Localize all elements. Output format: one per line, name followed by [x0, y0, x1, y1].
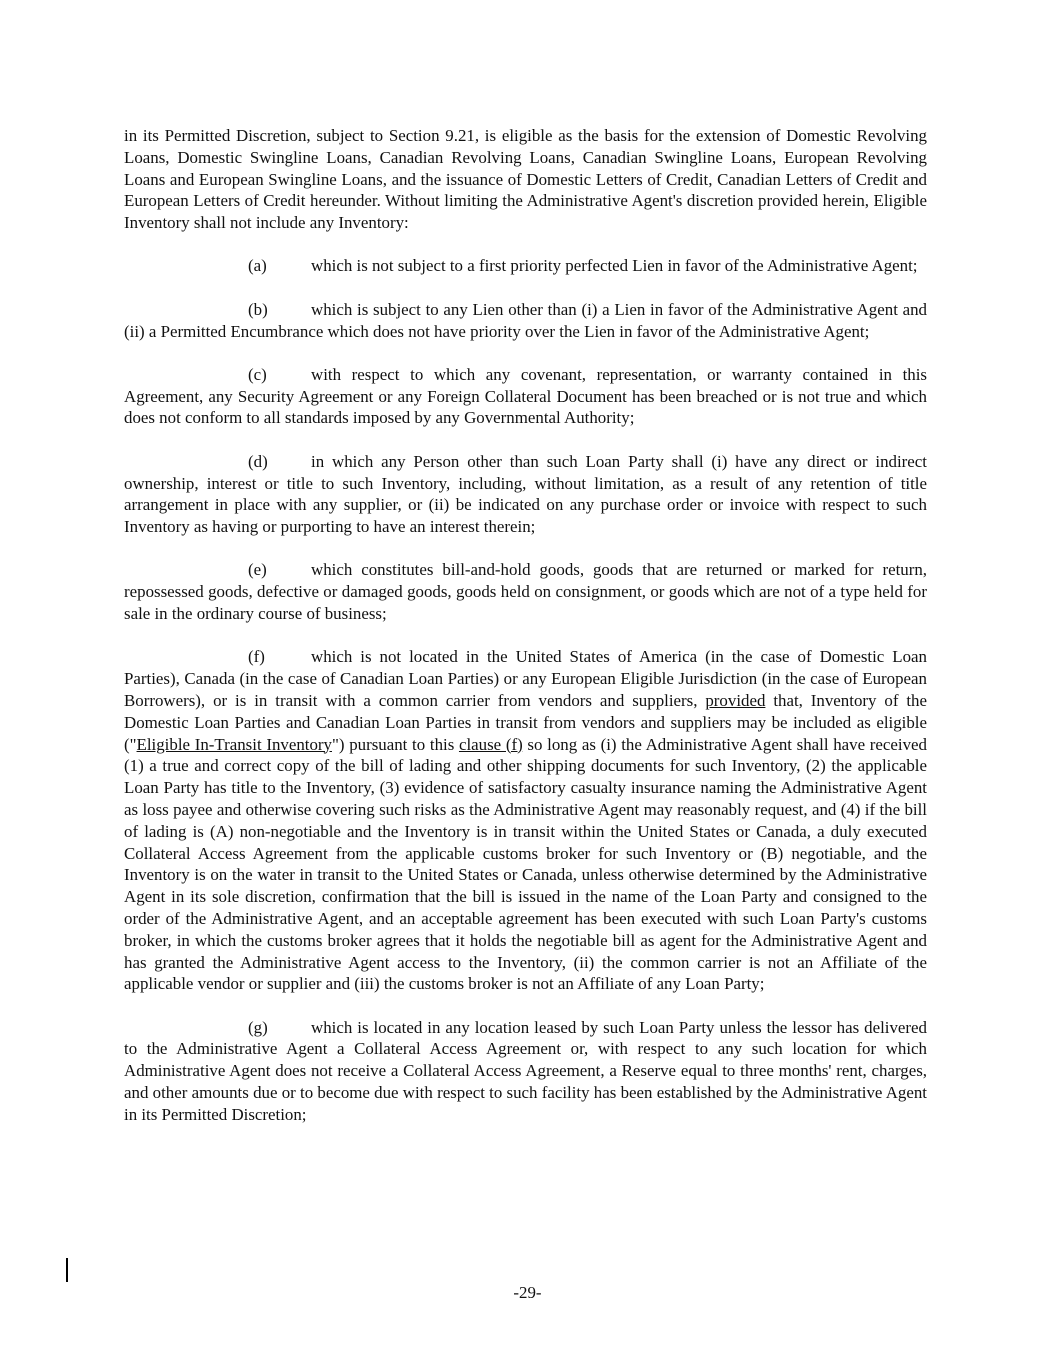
- intro-paragraph: in its Permitted Discretion, subject to Section 9.21, is eligible as the basis for the extension of Domestic Revolving Loans, Domestic Swingline Loans, Canadian Revolving Loans, Canadian Swingline Loans, European Revolving Loans and European Swingline Loans, and the issuance of Domestic Letters of Credit, Canadian Letters of Credit and European Letters of Credit hereunder. Without limiting the Administrative Agent's discretion provided herein, Eligible Inventory shall not include any Inventory:: [124, 126, 927, 233]
- clause-text-part-4: so long as (i) the Administrative Agent shall have received (1) a true and correct copy of the bill of lading and other shipping documents for such Inventory, (2) the applicable Loan Party has title to the Inventory, (3) evidence of satisfactory casualty insurance naming the Administrative Agent as loss payee and otherwise covering such risks as the Administrative Agent may reasonably request, and (4) if the bill of lading is (A) non-negotiable and the Inventory is in transit within the United States or Canada, a duly executed Collateral Access Agreement from the applicable customs broker for such Inventory or (B) negotiable, and the Inventory is on the water in transit to the United States or Canada, unless otherwise determined by the Administrative Agent in its sole discretion, confirmation that the bill is issued in the name of the Loan Party and consigned to the order of the Administrative Agent, and an acceptable agreement has been executed with such Loan Party's customs broker, in which the customs broker agrees that it holds the negotiable bill as agent for the Administrative Agent and has granted the Administrative Agent access to the Inventory, (ii) the common carrier is not an Affiliate of the applicable vendor or supplier and (iii) the customs broker is not an Affiliate of any Loan Party;: [124, 734, 927, 994]
- clause-text: with respect to which any covenant, representation, or warranty contained in this Agreement, any Security Agreement or any Foreign Collateral Document has been breached or is not true and which does not conform to all standards imposed by any Governmental Authority;: [124, 364, 927, 428]
- clause-text: which is not subject to a first priority perfected Lien in favor of the Administrative Agent;: [311, 256, 918, 276]
- clause-text: which constitutes bill-and-hold goods, goods that are returned or marked for return, repossessed goods, defective or damaged goods, goods held on consignment, or goods which are not of a type held for sale in the ordinary course of business;: [124, 560, 927, 624]
- provided-term: provided: [705, 690, 766, 710]
- clause-a: [124, 255, 927, 277]
- defined-term-eligible-in-transit-inventory: Eligible In-Transit Inventory: [136, 734, 332, 754]
- clause-label: (a): [248, 256, 267, 276]
- clause-b: [124, 299, 927, 343]
- clause-label: (g): [248, 1017, 268, 1037]
- clause-text: in which any Person other than such Loan Party shall (i) have any direct or indirect ownership, interest or title to such Inventory, including, without limitation, as a result of any retention of title arrangement in place with any supplier, or (ii) be indicated on any purchase order or invoice with respect to such Inventory as having or purporting to have an interest therein;: [124, 451, 927, 537]
- clause-label: (f): [248, 647, 265, 667]
- clause-label: (c): [248, 364, 267, 384]
- clause-e: [124, 559, 927, 624]
- clause-label: (b): [248, 299, 268, 319]
- clause-c: [124, 364, 927, 429]
- clause-f: [124, 646, 927, 995]
- clause-label: (e): [248, 560, 267, 580]
- clause-text-part-3: ") pursuant to this: [332, 734, 459, 754]
- clause-g: [124, 1017, 927, 1126]
- clause-reference: clause (f): [458, 734, 523, 754]
- page-number: -29-: [513, 1283, 542, 1302]
- clause-text: which is subject to any Lien other than (i) a Lien in favor of the Administrative Agent and (ii) a Permitted Encumbrance which does not have priority over the Lien in favor of the Administrative Agent;: [124, 299, 927, 341]
- document-body: [124, 125, 927, 1147]
- clause-d: [124, 451, 927, 538]
- revision-change-bar: [66, 1258, 68, 1282]
- clause-text-part-1: which is not located in the United States of America (in the case of Domestic Loan Parties), Canada (in the case of Canadian Loan Parties) or any European Eligible Jurisdiction (in the case of European Borrowers), or is in transit with a common carrier from vendors and suppliers,: [124, 647, 927, 710]
- clause-label: (d): [248, 451, 268, 471]
- clause-text: which is located in any location leased by such Loan Party unless the lessor has delivered to the Administrative Agent a Collateral Access Agreement or, with respect to any such location for which Administrative Agent does not receive a Collateral Access Agreement, a Reserve equal to three months' rent, charges, and other amounts due or to become due with respect to such facility has been established by the Administrative Agent in its Permitted Discretion;: [124, 1017, 927, 1124]
- clause-text-part-2: that, Inventory of the Domestic Loan Parties and Canadian Loan Parties in transit from vendors and suppliers may be included as eligible (": [124, 690, 927, 754]
